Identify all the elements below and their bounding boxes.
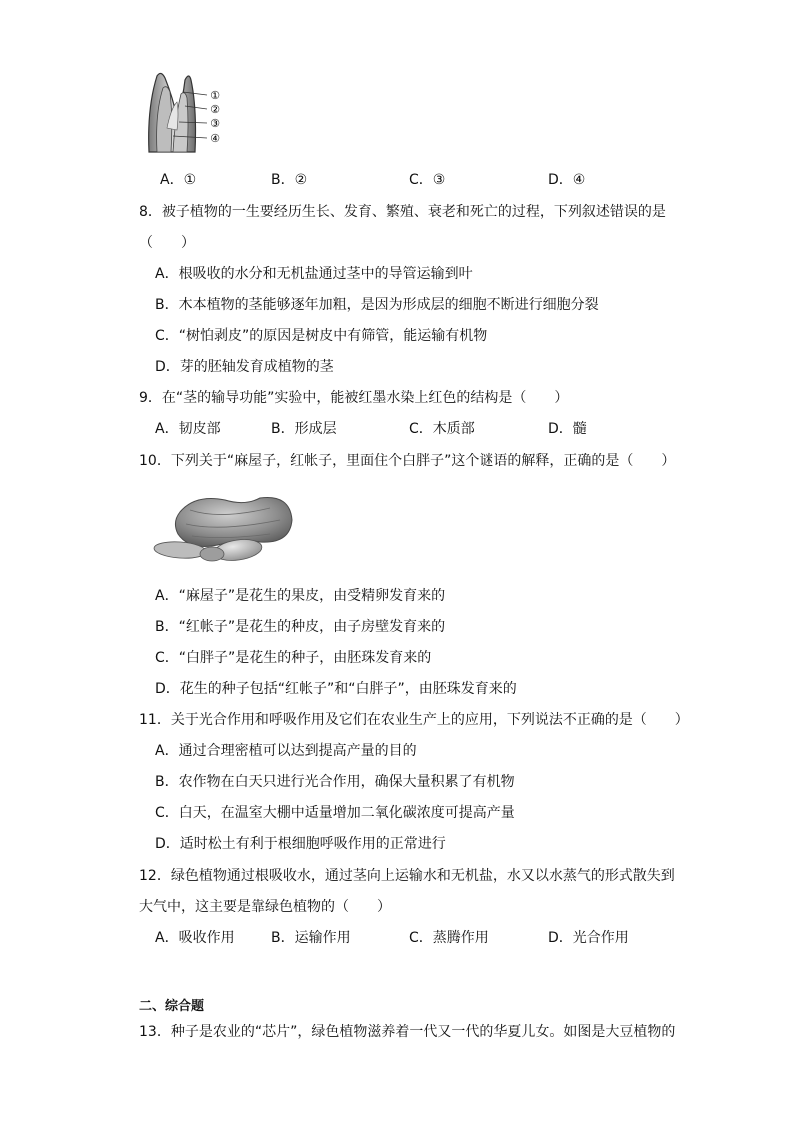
q10-option-b[interactable]: B．“红帐子”是花生的种皮，由子房壁发育来的 xyxy=(155,619,446,635)
q8-option-b[interactable]: B．木本植物的茎能够逐年加粗，是因为形成层的细胞不断进行细胞分裂 xyxy=(155,297,599,313)
q8-option-a[interactable]: A．根吸收的水分和无机盐通过茎中的导管运输到叶 xyxy=(155,266,473,282)
q8-option-d[interactable]: D．芽的胚轴发育成植物的茎 xyxy=(155,359,334,375)
q9-option-a[interactable]: A．韧皮部 xyxy=(155,421,221,437)
q13-stem: 13．种子是农业的“芯片”，绿色植物滋养着一代又一代的华夏儿女。如图是大豆植物的 xyxy=(139,1024,676,1040)
q11-option-a[interactable]: A．通过合理密植可以达到提高产量的目的 xyxy=(155,743,417,759)
bud-section-figure xyxy=(143,68,223,156)
figure-label-4: ④ xyxy=(210,132,220,145)
q7-option-a[interactable]: A．① xyxy=(160,172,197,188)
q8-stem-cont: （ ） xyxy=(139,235,195,251)
q11-stem: 11．关于光合作用和呼吸作用及它们在农业生产上的应用，下列说法不正确的是（ ） xyxy=(139,712,689,728)
q8-stem: 8．被子植物的一生要经历生长、发育、繁殖、衰老和死亡的过程，下列叙述错误的是 xyxy=(139,204,666,220)
q7-option-b[interactable]: B．② xyxy=(271,172,308,188)
section-title: 二、综合题 xyxy=(139,999,205,1014)
q8-option-c[interactable]: C．“树怕剥皮”的原因是树皮中有筛管，能运输有机物 xyxy=(155,328,488,344)
q10-stem: 10．下列关于“麻屋子，红帐子，里面住个白胖子”这个谜语的解释，正确的是（ ） xyxy=(139,453,676,469)
q12-option-c[interactable]: C．蒸腾作用 xyxy=(409,930,489,946)
figure-label-2: ② xyxy=(210,103,220,116)
figure-label-3: ③ xyxy=(210,117,220,130)
q7-option-d[interactable]: D．④ xyxy=(548,172,586,188)
q11-option-b[interactable]: B．农作物在白天只进行光合作用，确保大量积累了有机物 xyxy=(155,774,515,790)
q9-option-b[interactable]: B．形成层 xyxy=(271,421,337,437)
q11-option-c[interactable]: C．白天，在温室大棚中适量增加二氧化碳浓度可提高产量 xyxy=(155,805,515,821)
q11-option-d[interactable]: D．适时松土有利于根细胞呼吸作用的正常进行 xyxy=(155,836,446,852)
q9-option-d[interactable]: D．髓 xyxy=(548,421,587,437)
figure-label-1: ① xyxy=(210,89,220,102)
q12-option-b[interactable]: B．运输作用 xyxy=(271,930,351,946)
q12-option-d[interactable]: D．光合作用 xyxy=(548,930,629,946)
q12-option-a[interactable]: A．吸收作用 xyxy=(155,930,235,946)
q12-stem: 12．绿色植物通过根吸收水，通过茎向上运输水和无机盐，水又以水蒸气的形式散失到 xyxy=(139,868,675,884)
q10-option-a[interactable]: A．“麻屋子”是花生的果皮，由受精卵发育来的 xyxy=(155,588,446,604)
q12-stem-cont: 大气中，这主要是靠绿色植物的（ ） xyxy=(139,899,391,915)
q9-stem: 9．在“茎的输导功能”实验中，能被红墨水染上红色的结构是（ ） xyxy=(139,390,569,406)
q7-option-c[interactable]: C．③ xyxy=(409,172,446,188)
q10-option-c[interactable]: C．“白胖子”是花生的种子，由胚珠发育来的 xyxy=(155,650,432,666)
q9-option-c[interactable]: C．木质部 xyxy=(409,421,475,437)
peanut-figure xyxy=(150,490,300,566)
q10-option-d[interactable]: D．花生的种子包括“红帐子”和“白胖子”，由胚珠发育来的 xyxy=(155,681,517,697)
